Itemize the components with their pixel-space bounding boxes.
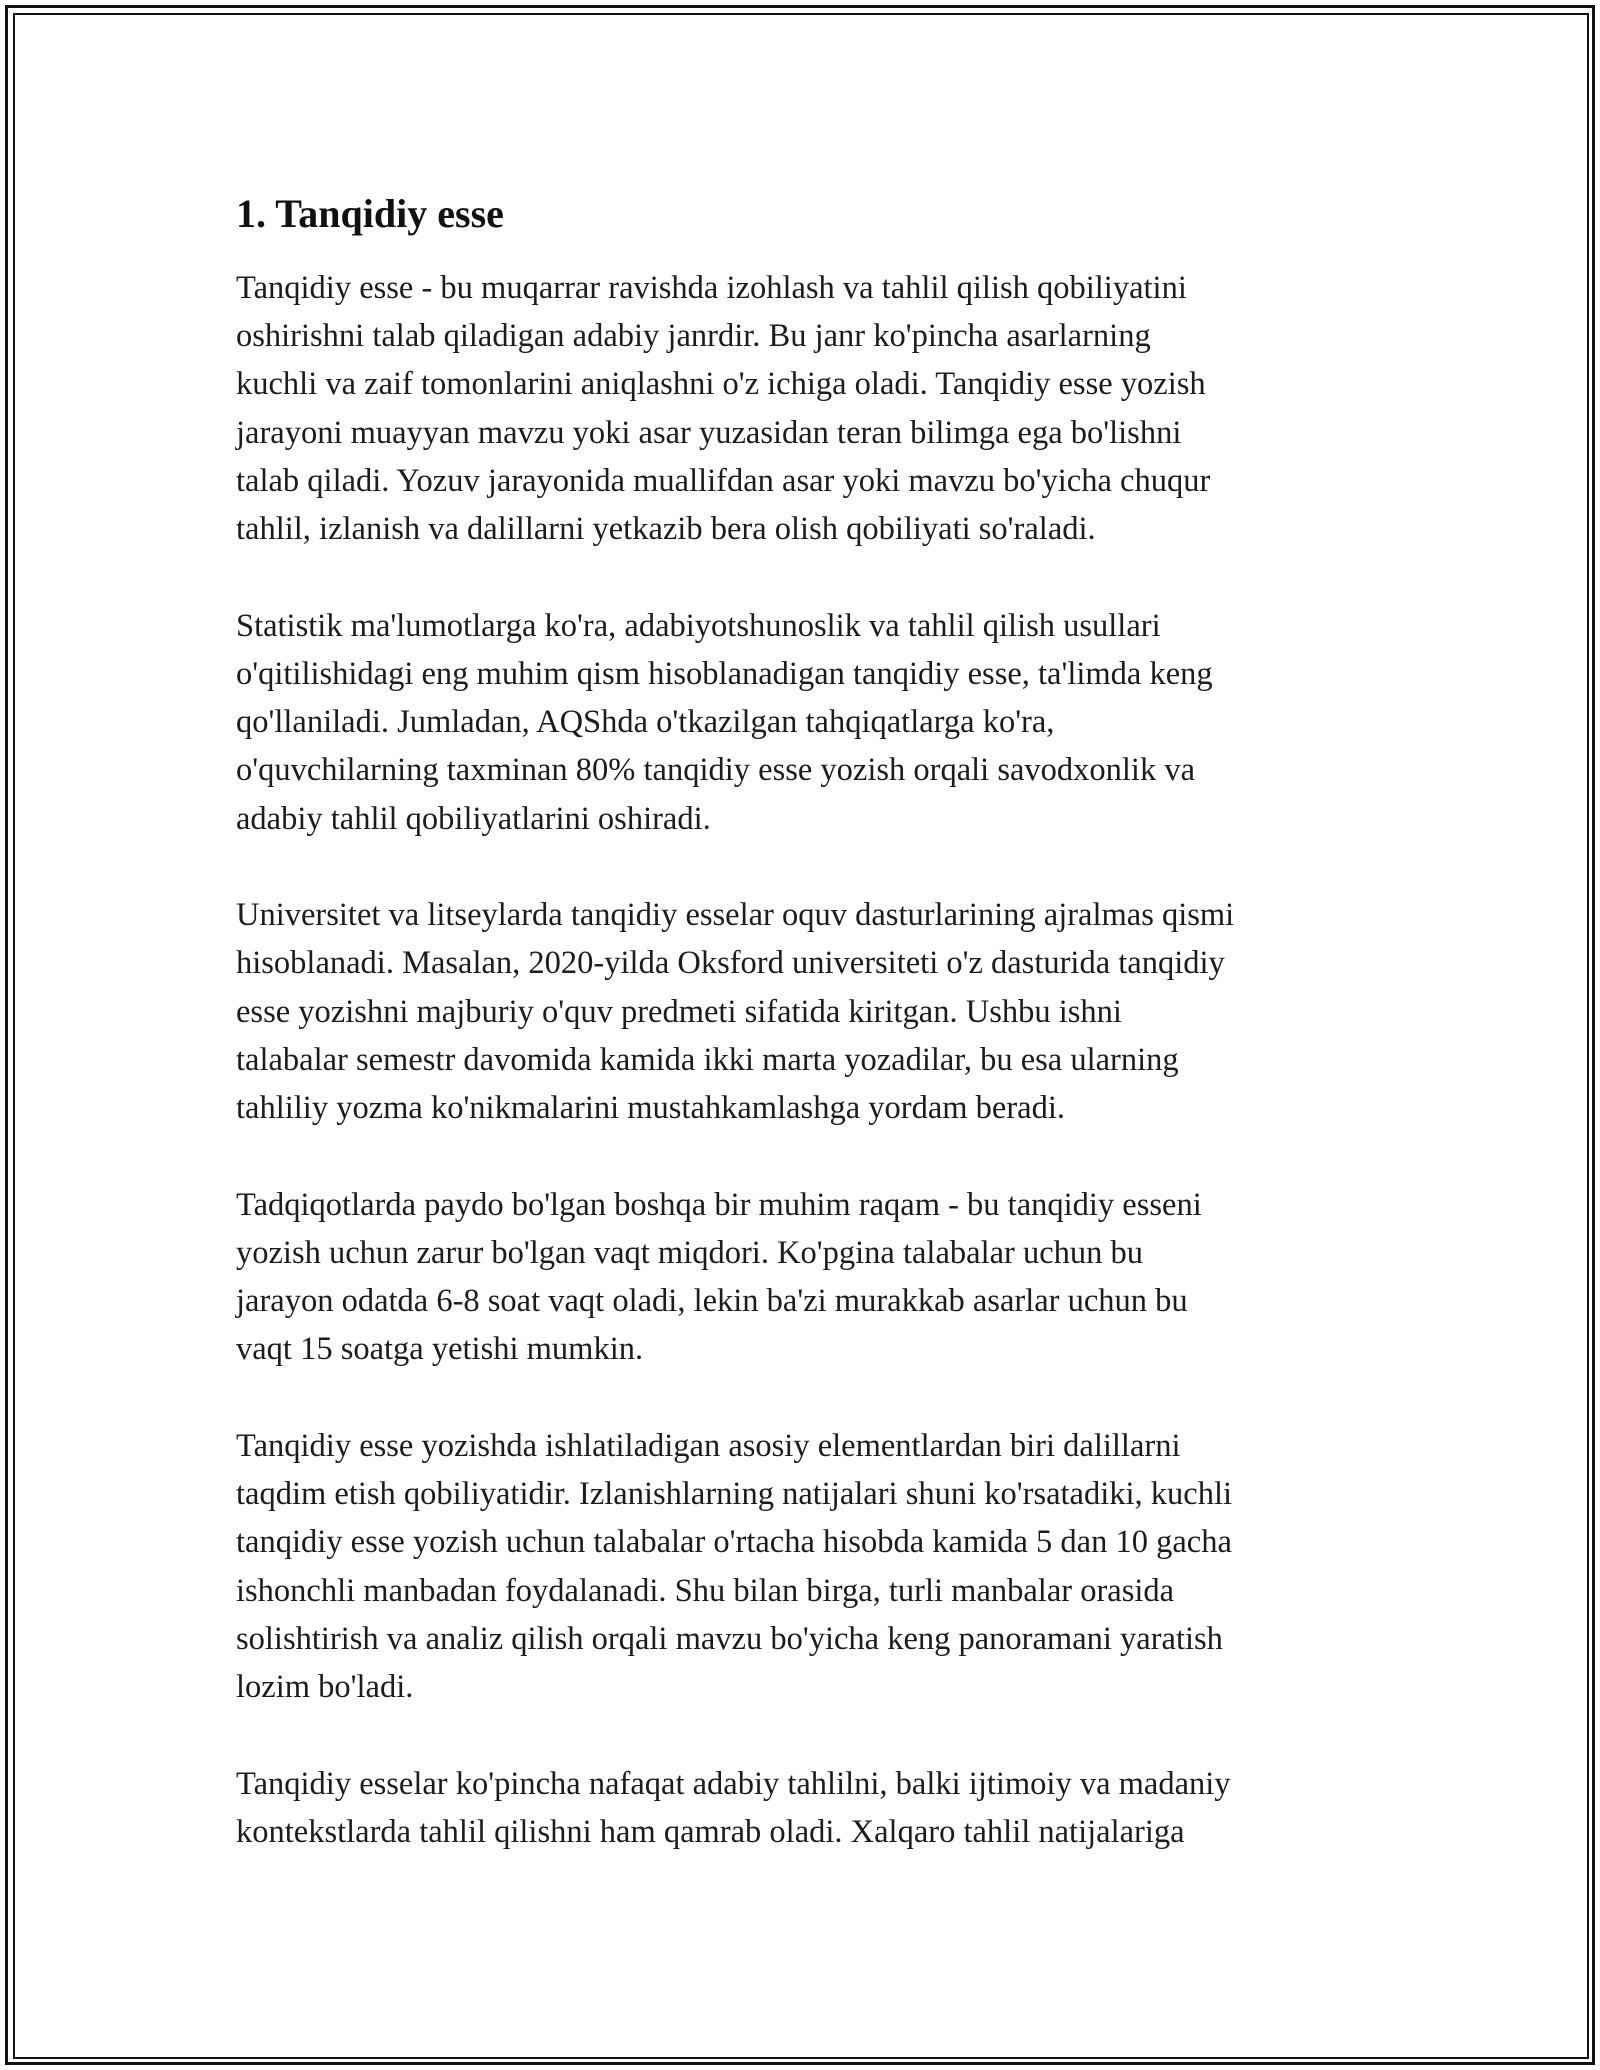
text-line: solishtirish va analiz qilish orqali mavzu bo'yicha keng panoramani yaratish [236,1620,1223,1657]
text-line: o'qitilishidagi eng muhim qism hisoblanadigan tanqidiy esse, ta'limda keng [236,655,1213,692]
text-line: esse yozishni majburiy o'quv predmeti sifatida kiritgan. Ushbu ishni [236,993,1122,1030]
text-line: vaqt 15 soatga yetishi mumkin. [236,1331,644,1368]
paragraph-3 [236,891,1366,1132]
text-line: qo'llaniladi. Jumladan, AQShda o'tkazilgan tahqiqatlarga ko'ra, [236,704,1055,741]
text-line: Statistik ma'lumotlarga ko'ra, adabiyotshunoslik va tahlil qilish usullari [236,607,1161,644]
text-line: taqdim etish qobiliyatidir. Izlanishlarning natijalari shuni ko'rsatadiki, kuchli [236,1476,1233,1513]
text-line: tahliliy yozma ko'nikmalarini mustahkamlashga yordam beradi. [236,1090,1065,1127]
text-line: jarayon odatda 6-8 soat vaqt oladi, lekin ba'zi murakkab asarlar uchun bu [236,1283,1188,1320]
text-line: tahlil, izlanish va dalillarni yetkazib bera olish qobiliyati so'raladi. [236,511,1096,548]
document-body [236,186,1366,1905]
text-line: oshirishni talab qiladigan adabiy janrdir. Bu janr ko'pincha asarlarning [236,318,1151,355]
text-line: Tanqidiy esselar ko'pincha nafaqat adabiy tahlilni, balki ijtimoiy va madaniy [236,1765,1231,1802]
text-line: adabiy tahlil qobiliyatlarini oshiradi. [236,800,711,837]
paragraph-2 [236,602,1366,843]
text-line: Tadqiqotlarda paydo bo'lgan boshqa bir muhim raqam - bu tanqidiy esseni [236,1186,1202,1223]
text-line: kuchli va zaif tomonlarini aniqlashni o'z ichiga oladi. Tanqidiy esse yozish [236,366,1206,403]
paragraph-5 [236,1422,1366,1711]
text-line: hisoblanadi. Masalan, 2020-yilda Oksford universiteti o'z dasturida tanqidiy [236,945,1225,982]
text-line: Tanqidiy esse - bu muqarrar ravishda izohlash va tahlil qilish qobiliyatini [236,270,1187,306]
paragraph-6 [236,1760,1366,1856]
text-line: talab qiladi. Yozuv jarayonida muallifdan asar yoki mavzu bo'yicha chuqur [236,462,1211,499]
text-line: ishonchli manbadan foydalanadi. Shu bilan birga, turli manbalar orasida [236,1572,1175,1609]
paragraph-4 [236,1181,1366,1374]
text-line: kontekstlarda tahlil qilishni ham qamrab oladi. Xalqaro tahlil natijalariga [236,1813,1185,1850]
text-line: lozim bo'ladi. [236,1669,414,1706]
text-line: jarayoni muayyan mavzu yoki asar yuzasidan teran bilimga ega bo'lishni [236,414,1182,451]
text-line: Universitet va litseylarda tanqidiy esselar oquv dasturlarining ajralmas qismi [236,897,1235,934]
paragraph-1 [236,264,1366,553]
section-heading: 1. Tanqidiy esse [236,191,504,236]
text-line: talabalar semestr davomida kamida ikki marta yozadilar, bu esa ularning [236,1041,1179,1078]
text-line: Tanqidiy esse yozishda ishlatiladigan asosiy elementlardan biri dalillarni [236,1428,1181,1465]
text-line: yozish uchun zarur bo'lgan vaqt miqdori. Ko'pgina talabalar uchun bu [236,1234,1144,1271]
text-line: o'quvchilarning taxminan 80% tanqidiy esse yozish orqali savodxonlik va [236,752,1196,789]
text-line: tanqidiy esse yozish uchun talabalar o'rtacha hisobda kamida 5 dan 10 gacha [236,1524,1232,1561]
